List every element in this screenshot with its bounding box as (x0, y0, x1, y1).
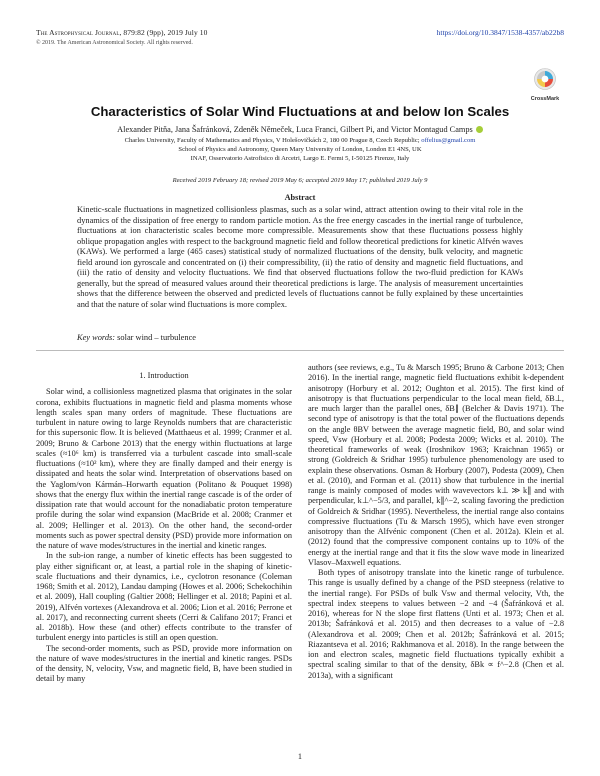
journal-header (36, 28, 208, 37)
author-email-link[interactable]: offelius@gmail.com (421, 137, 476, 144)
journal-citation: , 879:82 (9pp), 2019 July 10 (119, 28, 208, 37)
paragraph: Solar wind, a collisionless magnetized plasma that originates in the solar corona, exhibits fluctuations in magnetic field and plasma moments whose length scales span many orders of magnitude. These fluctuations are turbulent in nature owing to large Reynolds numbers that are characteristic for this supersonic flow. It is believed (Matthaeus et al. 1999; Cranmer et al. 2009; Bruno & Carbone 2013) that the energy within fluctuations at large scales (≈10⁶ km) is transferred via a turbulent cascade into small-scale fluctuations (≈10² km), where they are finally damped and their energy is dissipated and heats the solar wind. Interpretation of observations based on the Yaglom/von Kármán–Horwarth equation (Politano & Pouquet 1998) shows that the energy flux within the inertial range cascade is of the order of dissipation rate that would account for the nonadiabatic proton temperature profile during the solar wind expansion (MacBride et al. 2008; Cranmer et al. 2009; Hellinger et al. 2013). On the other hand, the second-order moments such as power spectral density (PSD) provide more information on the nature of wave modes/structures in the inertial and kinetic ranges. (36, 387, 292, 550)
section-heading: 1. Introduction (139, 371, 189, 380)
page-number: 1 (297, 752, 303, 761)
paper-title: Characteristics of Solar Wind Fluctuations at and below Ion Scales (90, 104, 510, 119)
keywords-label: Key words: (77, 333, 116, 342)
crossmark-label: CrossMark (530, 96, 560, 102)
received-dates: Received 2019 February 18; revised 2019 May 6; accepted 2019 May 17; published 2019 July 9 (172, 177, 428, 184)
affiliation-1: Charles University, Faculty of Mathematics and Physics, V Holešovičkách 2, 180 00 Prague 8, Czech Republic; offelius@gmail.com (124, 137, 476, 144)
abstract-text: Kinetic-scale fluctuations in magnetized collisionless plasmas, such as a solar wind, attract attention owing to their vital role in the dynamics of the dissipation of free energy to random particle motion. As the free energy cascades in the inertial range of turbulence, fluctuations at ion characteristic scales become more compressible. Measurements show that these fluctuations possess highly oblique propagation angles with respect to the background magnetic field and follow theoretical predictions for kinetic Alfvén waves (KAWs). We performed a large (465 cases) statistical study of normalized fluctuations of the density, bulk velocity, and magnetic field around ion gyroscale and concentrated on (i) their compressibility, (ii) the ratio of density and magnetic field fluctuations, and (iii) the ratio of density and velocity fluctuations. We find that observed fluctuations follow the two-fluid prediction for KAWs generally, but the spread of measured values around their theoretical predictions is large. The analysis of measurement uncertainties shows that the difference between the observed and predicted levels of fluctuations cannot be fully explained by these uncertainties and that the nature of solar wind fluctuations is more complex. (77, 205, 523, 309)
paragraph: Both types of anisotropy translate into the kinetic range of turbulence. This range is usually defined by a change of the PSD steepness (relative to the inertial range). For PSDs of bulk Vsw and thermal velocity, Vth, the spectral index steepens to values between −2 and −4 (Šafránková et al. 2016), whereas for N the slope first flattens (Unti et al. 1973; Chen et al. 2013b; Šafránková et al. 2015) and then decreases to a value of −2.8 (Alexandrova et al. 2009; Chen et al. 2012b; Šafránková et al. 2015; Riazantseva et al. 2016; Rakhmanova et al. 2018). In the range between the ion and electron scales, magnetic field fluctuations typically exhibit a spectral scaling similar to that of the density, δBk ∝ f^−2.8 (Chen et al. 2013a), with a significant (308, 568, 564, 680)
right-column (308, 363, 564, 681)
paragraph: In the sub-ion range, a number of kinetic effects has been suggested to play either significant or, at least, a partial role in the shaping of kinetic-scale fluctuations and their dynamics, i.e., cyclotron resonance (Coleman 1968; Smith et al. 2012), Landau damping (Howes et al. 2006; Schekochihin et al. 2009), Hall coupling (Galtier 2008; Hellinger et al. 2018; Papini et al. 2019), Alfvén vortexes (Alexandrova et al. 2006; Lion et al. 2016; Perrone et al. 2017), and reconnecting current sheets (Cerri & Califano 2017; Franci et al. 2018b). How these (and other) effects contribute to the transfer of turbulent energy into particles is still an open question. (36, 551, 292, 643)
author-names: Alexander Pitňa, Jana Šafránková, Zdeněk Němeček, Luca Franci, Gilbert Pi, and Victor Montagud Camps (117, 125, 473, 134)
affiliation-2: School of Physics and Astronomy, Queen Mary University of London, London E1 4NS, UK (178, 146, 422, 153)
paragraph: The second-order moments, such as PSD, provide more information on the nature of wave modes/structures in the inertial and kinetic ranges. PSDs of the density, N, velocity, Vsw, and magnetic field, B, have been studied in detail by many (36, 643, 292, 684)
journal-name: The Astrophysical Journal (36, 28, 120, 37)
author-list (30, 125, 570, 134)
crossmark-badge[interactable] (527, 68, 563, 102)
orcid-icon[interactable] (476, 126, 483, 133)
copyright-notice: © 2019. The American Astronomical Society. All rights reserved. (36, 40, 193, 46)
abstract-heading: Abstract (284, 193, 316, 202)
crossmark-icon (534, 68, 556, 90)
doi-link[interactable]: https://doi.org/10.3847/1538-4357/ab22b8 (436, 28, 564, 37)
divider (36, 350, 564, 351)
affiliation-3: INAF, Osservatorio Astrofisico di Arcetri, Largo E. Fermi 5, I-50125 Firenze, Italy (190, 155, 410, 162)
paragraph: authors (see reviews, e.g., Tu & Marsch 1995; Bruno & Carbone 2013; Chen 2016). In the inertial range, magnetic field fluctuations exhibit k-dependent anisotropy (Horbury et al. 2012; Oughton et al. 2015). The first kind of anisotropy is that fluctuations perpendicular to the local mean field, δB⊥, are much larger than the parallel ones, δB∥ (Belcher & Davis 1971). The second type of anisotropy is that the total power of the fluctuations depends on the angle θBV between the average magnetic field, B0, and solar wind speed, Vsw (Horbury et al. 2008; Podesta 2009; Wicks et al. 2010). The theoretical frameworks of weak (Iroshnikov 1963; Kraichnan 1965) or strong (Goldreich & Sridhar 1995) turbulence phenomenology are used to explain these observations. Osman & Horbury (2007), Podesta (2009), Chen et al. (2010), and Forman et al. (2011) show that turbulence in the inertial range is mainly composed of modes with wavevectors k⊥ ≫ k∥ and with perpendicular, k⊥^−5/3, and parallel, k∥^−2, scaling favoring the prediction of Goldreich & Sridhar (1995). Nevertheless, the inertial range also contains compressive fluctuations (Tu & Marsch 1995), which have even stronger anisotropy than the Alfvénic component (Chen et al. 2012a). Klein et al. (2012) found that the compressive component contains up to 10% of the energy at the inertial range and that it fits the slow wave mode in linearized Vlasov–Maxwell equations. (308, 363, 564, 567)
left-column (36, 371, 292, 685)
keywords-values: solar wind – turbulence (117, 333, 197, 342)
keywords (77, 333, 196, 342)
